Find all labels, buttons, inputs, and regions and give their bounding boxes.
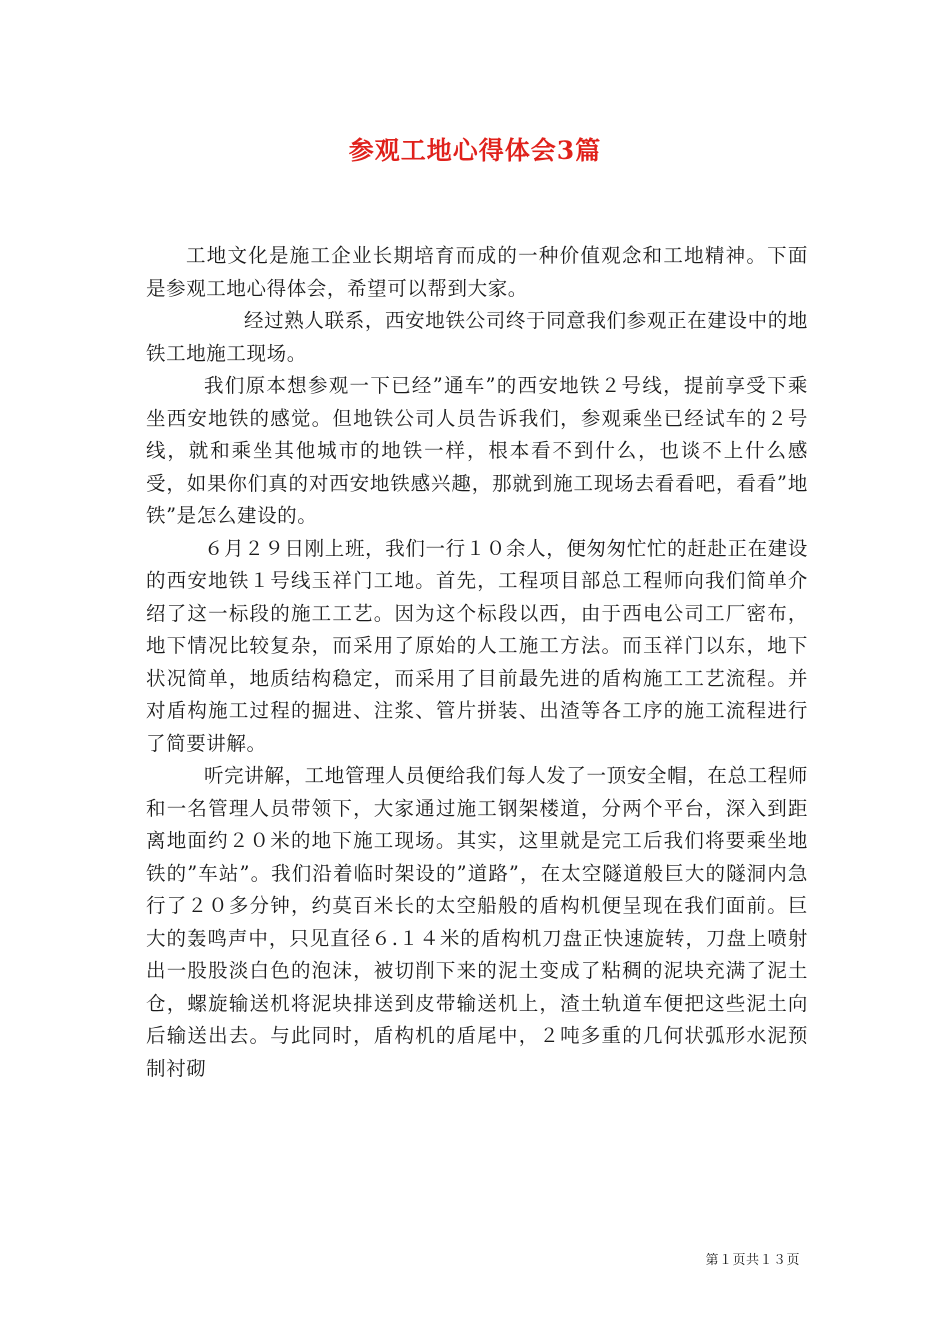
paragraph-site-visit: ６月２９日刚上班，我们一行１０余人，便匆匆忙忙的赶赴正在建设的西安地铁１号线玉祥门工地。首先，工程项目部总工程师向我们简单介绍了这一标段的施工工艺。因为这个标段以西，由于西电公司工厂密布，地下情况比较复杂，而采用了原始的人工施工方法。而玉祥门以东，地下状况简单，地质结构稳定，而采用了目前最先进的盾构施工工艺流程。并对盾构施工过程的掘进、注浆、管片拼装、出渣等各工序的施工流程进行了简要讲解。 (146, 536, 808, 755)
paragraph-shield-machine: 听完讲解，工地管理人员便给我们每人发了一顶安全帽，在总工程师和一名管理人员带领下，大家通过施工钢架楼道，分两个平台，深入到距离地面约２０米的地下施工现场。其实，这里就是完工后我们将要乘坐地铁的”车站”。我们沿着临时架设的”道路”，在太空隧道般巨大的隧洞内急行了２０多分钟，约莫百米长的太空船般的盾构机便呈现在我们面前。巨大的轰鸣声中，只见直径６.１４米的盾构机刀盘正快速旋转，刀盘上喷射出一股股淡白色的泡沫，被切削下来的泥土变成了粘稠的泥块充满了泥土仓，螺旋输送机将泥块排送到皮带输送机上，渣土轨道车便把这些泥土向后输送出去。与此同时，盾构机的盾尾中，２吨多重的几何状弧形水泥预制衬砌 (146, 764, 808, 1080)
paragraph-line2: 我们原本想参观一下已经”通车”的西安地铁２号线，提前享受下乘坐西安地铁的感觉。但地铁公司人员告诉我们，参观乘坐已经试车的２号线，就和乘坐其他城市的地铁一样，根本看不到什么，也谈不上什么感受，如果你们真的对西安地铁感兴趣，那就到施工现场去看看吧，看看”地铁”是怎么建设的。 (146, 374, 808, 527)
paragraph-contact: 经过熟人联系，西安地铁公司终于同意我们参观正在建设中的地铁工地施工现场。 (146, 309, 808, 365)
paragraph-intro: 工地文化是施工企业长期培育而成的一种价值观念和工地精神。下面是参观工地心得体会，希望可以帮到大家。 (146, 244, 808, 300)
page-number: 第１页共１３页 (705, 1253, 800, 1268)
document-body (146, 240, 808, 1085)
document-title: 参观工地心得体会3篇 (348, 136, 602, 165)
